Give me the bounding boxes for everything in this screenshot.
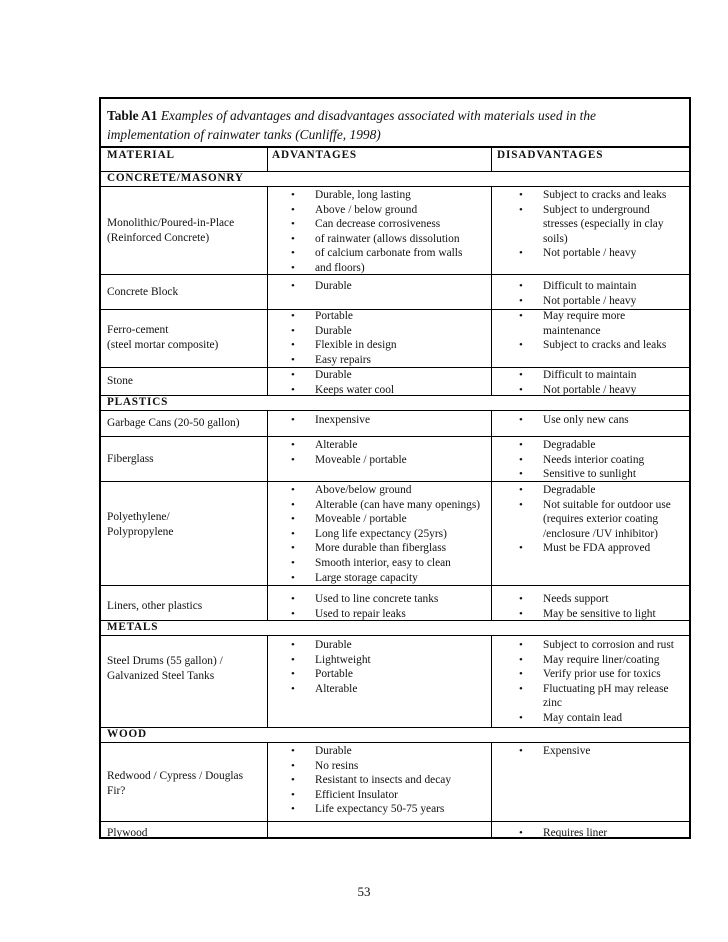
column-divider — [491, 635, 492, 727]
column-divider — [267, 585, 268, 620]
column-divider — [267, 635, 268, 727]
disadvantage-item: maintenance — [543, 324, 601, 337]
advantage-item: Flexible in design • — [291, 339, 397, 352]
advantage-item: Used to line concrete tanks • — [291, 593, 439, 605]
bullet-icon: • — [291, 247, 295, 260]
disadvantage-item: soils) — [543, 232, 568, 245]
advantage-item: Can decrease corrosiveness • — [291, 218, 441, 231]
material-name: Stone — [107, 375, 133, 387]
material-name: Polyethylene/ Polypropylene — [107, 511, 174, 538]
column-header-advantages: ADVANTAGES — [272, 149, 358, 161]
bullet-icon: • — [291, 668, 295, 681]
bullet-icon: • — [519, 369, 523, 381]
bullet-icon: • — [291, 557, 295, 569]
bullet-icon: • — [291, 484, 295, 496]
caption-text-line1: Examples of advantages and disadvantages associated with materials used in the — [160, 108, 596, 123]
disadvantage-item: May contain lead • — [519, 712, 623, 724]
disadvantage-item: Use only new cans • — [519, 414, 629, 426]
bullet-icon: • — [291, 232, 295, 245]
bullet-icon: • — [291, 203, 295, 216]
advantage-item: More durable than fiberglass • — [291, 542, 447, 555]
bullet-icon: • — [519, 745, 523, 757]
disadvantage-item: Needs interior coating • — [519, 453, 645, 466]
bullet-icon: • — [519, 310, 523, 322]
advantage-item: Moveable / portable • — [291, 453, 407, 466]
column-divider — [491, 742, 492, 821]
column-header-material: MATERIAL — [107, 149, 175, 161]
column-divider — [491, 436, 492, 481]
section-title: WOOD — [107, 728, 147, 740]
material-name: Fiberglass — [107, 453, 154, 465]
material-name: Monolithic/Poured-in-Place (Reinforced Concrete) — [107, 217, 235, 244]
disadvantage-item: Difficult to maintain • — [519, 369, 637, 381]
column-divider — [491, 585, 492, 620]
bullet-icon: • — [519, 542, 523, 555]
bullet-icon: • — [291, 639, 295, 651]
advantage-item: Large storage capacity • — [291, 571, 418, 584]
bullet-icon: • — [519, 653, 523, 666]
row-divider — [101, 147, 689, 148]
advantage-item: Smooth interior, easy to clean • — [291, 557, 451, 569]
material-name: Ferro-cement (steel mortar composite) — [107, 324, 219, 351]
disadvantage-item: Subject to cracks and leaks • — [519, 339, 667, 352]
advantage-item: Easy repairs • — [291, 353, 371, 366]
bullet-icon: • — [519, 639, 523, 651]
bullet-icon: • — [519, 294, 523, 307]
disadvantage-item: Not portable / heavy • — [519, 247, 637, 260]
bullet-icon: • — [519, 468, 523, 481]
column-divider — [491, 274, 492, 309]
disadvantage-item: Difficult to maintain • — [519, 280, 637, 292]
section-title: CONCRETE/MASONRY — [107, 172, 244, 184]
advantage-item: Portable • — [291, 310, 353, 322]
bullet-icon: • — [291, 682, 295, 695]
bullet-icon: • — [291, 280, 295, 292]
bullet-icon: • — [519, 827, 523, 839]
advantage-item: Durable • — [291, 280, 352, 292]
advantage-item: Alterable • — [291, 439, 358, 451]
advantage-item: Resistant to insects and decay • — [291, 774, 452, 787]
column-divider — [491, 481, 492, 585]
bullet-icon: • — [519, 682, 523, 695]
disadvantage-item: Must be FDA approved • — [519, 542, 651, 555]
advantage-item: Above / below ground • — [291, 203, 418, 216]
advantage-item: Durable, long lasting • — [291, 189, 411, 201]
header-divider — [491, 147, 492, 171]
advantage-item: Alterable (can have many openings) • — [291, 498, 481, 511]
disadvantage-item: May be sensitive to light • — [519, 607, 656, 620]
advantage-item: Long life expectancy (25yrs) • — [291, 527, 447, 540]
column-header-disadvantages: DISADVANTAGES — [497, 149, 604, 161]
table-caption — [101, 99, 689, 147]
disadvantage-item: Subject to cracks and leaks • — [519, 189, 667, 201]
column-divider — [267, 186, 268, 274]
bullet-icon: • — [519, 280, 523, 292]
bullet-icon: • — [291, 593, 295, 605]
bullet-icon: • — [291, 513, 295, 526]
bullet-icon: • — [519, 189, 523, 201]
bullet-icon: • — [291, 542, 295, 555]
advantage-item: Above/below ground • — [291, 484, 412, 496]
bullet-icon: • — [519, 339, 523, 352]
advantage-item: Durable • — [291, 745, 352, 757]
bullet-icon: • — [519, 247, 523, 260]
bullet-icon: • — [519, 414, 523, 426]
material-name: Redwood / Cypress / Douglas Fir? — [107, 770, 244, 797]
bullet-icon: • — [519, 498, 523, 511]
advantage-item: Alterable • — [291, 682, 358, 695]
bullet-icon: • — [291, 571, 295, 584]
bullet-icon: • — [291, 607, 295, 620]
bullet-icon: • — [519, 668, 523, 681]
bullet-icon: • — [291, 324, 295, 337]
bullet-icon: • — [291, 439, 295, 451]
disadvantage-item: May require liner/coating • — [519, 653, 660, 666]
bullet-icon: • — [291, 310, 295, 322]
disadvantage-item: zinc — [543, 697, 562, 710]
bullet-icon: • — [519, 712, 523, 724]
column-divider — [491, 821, 492, 839]
column-divider — [491, 309, 492, 367]
advantage-item: of rainwater (allows dissolution • — [291, 232, 460, 245]
column-divider — [267, 481, 268, 585]
row-divider — [101, 274, 689, 275]
bullet-icon: • — [291, 774, 295, 787]
material-name: Garbage Cans (20-50 gallon) — [107, 417, 240, 429]
material-name: Plywood — [107, 827, 148, 839]
advantage-item: Inexpensive • — [291, 414, 371, 426]
column-divider — [267, 309, 268, 367]
disadvantage-item: Fluctuating pH may release • — [519, 682, 669, 695]
bullet-icon: • — [291, 498, 295, 511]
header-divider — [267, 147, 268, 171]
advantage-item: Durable • — [291, 369, 352, 381]
material-name: Concrete Block — [107, 286, 179, 298]
caption-label: Table A1 — [107, 108, 158, 123]
bullet-icon: • — [291, 369, 295, 381]
section-title: METALS — [107, 621, 159, 633]
bullet-icon: • — [291, 453, 295, 466]
bullet-icon: • — [291, 353, 295, 366]
bullet-icon: • — [519, 484, 523, 496]
bullet-icon: • — [291, 383, 295, 396]
advantage-item: Efficient Insulator • — [291, 788, 398, 801]
advantage-item: Moveable / portable • — [291, 513, 407, 526]
material-name: Steel Drums (55 gallon) / Galvanized Steel Tanks — [107, 655, 223, 682]
column-divider — [267, 821, 268, 839]
advantage-item: Lightweight • — [291, 653, 371, 666]
column-divider — [267, 436, 268, 481]
disadvantage-item: Not suitable for outdoor use • — [519, 498, 671, 511]
row-divider — [101, 635, 689, 636]
column-divider — [267, 274, 268, 309]
bullet-icon: • — [291, 788, 295, 801]
advantage-item: No resins • — [291, 759, 359, 772]
bullet-icon: • — [291, 339, 295, 352]
disadvantage-item: May require more • — [519, 310, 626, 322]
disadvantage-item: Sensitive to sunlight • — [519, 468, 637, 481]
advantage-item: Durable • — [291, 324, 352, 337]
bullet-icon: • — [519, 607, 523, 620]
disadvantage-item: stresses (especially in clay — [543, 218, 664, 231]
bullet-icon: • — [291, 189, 295, 201]
column-divider — [267, 367, 268, 395]
disadvantage-item: Not portable / heavy • — [519, 294, 637, 307]
column-divider — [267, 742, 268, 821]
bullet-icon: • — [519, 439, 523, 451]
row-divider — [101, 742, 689, 743]
row-divider — [101, 410, 689, 411]
material-name: Liners, other plastics — [107, 600, 203, 612]
row-divider — [101, 727, 689, 728]
bullet-icon: • — [291, 414, 295, 426]
bullet-icon: • — [291, 527, 295, 540]
disadvantage-item: Degradable • — [519, 439, 596, 451]
bullet-icon: • — [291, 803, 295, 816]
materials-table — [99, 97, 691, 839]
bullet-icon: • — [519, 383, 523, 396]
disadvantage-item: Degradable • — [519, 484, 596, 496]
disadvantage-item: Expensive • — [519, 745, 591, 757]
column-divider — [491, 367, 492, 395]
bullet-icon: • — [291, 759, 295, 772]
row-divider — [101, 186, 689, 187]
disadvantage-item: Requires liner • — [519, 827, 608, 839]
caption-text-line2: implementation of rainwater tanks (Cunliffe, 1998) — [107, 127, 381, 142]
disadvantage-item: (requires exterior coating — [543, 513, 659, 526]
bullet-icon: • — [291, 745, 295, 757]
column-divider — [267, 410, 268, 436]
page-number: 53 — [357, 884, 371, 899]
disadvantage-item: Subject to underground • — [519, 203, 650, 216]
bullet-icon: • — [291, 218, 295, 231]
disadvantage-item: /enclosure /UV inhibitor) — [543, 527, 658, 540]
bullet-icon: • — [519, 453, 523, 466]
advantage-item: of calcium carbonate from walls • — [291, 247, 463, 260]
row-divider — [101, 436, 689, 437]
advantage-item: Portable • — [291, 668, 353, 681]
bullet-icon: • — [291, 653, 295, 666]
disadvantage-item: Subject to corrosion and rust • — [519, 639, 674, 651]
advantage-item: Keeps water cool • — [291, 383, 395, 396]
column-divider — [491, 410, 492, 436]
advantage-item: Life expectancy 50-75 years • — [291, 803, 445, 816]
bullet-icon: • — [519, 203, 523, 216]
advantage-item: and floors) • — [291, 262, 365, 274]
advantage-item: Used to repair leaks • — [291, 607, 406, 620]
disadvantage-item: Needs support • — [519, 593, 609, 605]
disadvantage-item: Not portable / heavy • — [519, 383, 637, 396]
row-divider — [101, 821, 689, 822]
advantage-item: Durable • — [291, 639, 352, 651]
column-divider — [491, 186, 492, 274]
bullet-icon: • — [519, 593, 523, 605]
disadvantage-item: Verify prior use for toxics • — [519, 668, 661, 681]
bullet-icon: • — [291, 262, 295, 274]
section-title: PLASTICS — [107, 396, 169, 408]
